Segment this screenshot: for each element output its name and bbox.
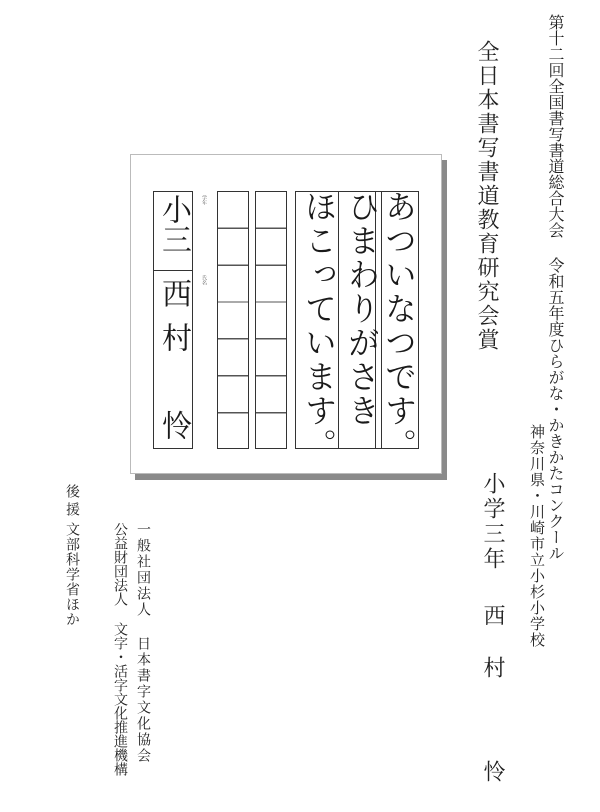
artwork-grade-text: 小三: [156, 194, 191, 254]
organizer-2: 公益財団法人 文字・活字文化推進機構: [112, 522, 128, 776]
entrant-grade: 小学三年: [480, 472, 505, 572]
artwork-line-2-text: ひまわりがさき: [343, 190, 381, 428]
name-divider: [154, 270, 192, 271]
artwork-empty-column-2: [217, 191, 249, 449]
support-value: 文部科学省ほか: [64, 522, 80, 627]
artwork-line-3: [295, 190, 339, 462]
entrant-name: 西村 怜: [480, 604, 505, 812]
grade-label: 学年: [201, 195, 207, 205]
calligraphy-artwork: [130, 154, 442, 474]
name-label: 氏名: [201, 275, 207, 285]
school-name: 神奈川県・川崎市立小杉小学校: [528, 424, 546, 648]
support-label: 後援: [64, 484, 80, 520]
organizer-1: 一般社団法人 日本書字文化協会: [135, 522, 151, 764]
artwork-name-column: [153, 191, 193, 454]
artwork-line-2: [338, 191, 382, 449]
artwork-line-3-text: ほこっています。: [300, 190, 338, 462]
artwork-student-text: 西村 怜: [156, 278, 191, 454]
artwork-empty-column-1: [255, 191, 287, 449]
contest-title: 第十二回全国書写書道総合大会 令和五年度ひらがな・かきかたコンクール: [546, 14, 565, 561]
artwork-line-1-text: あついなつです。: [380, 190, 418, 462]
award-title: 全日本書写書道教育研究会賞: [474, 40, 499, 352]
